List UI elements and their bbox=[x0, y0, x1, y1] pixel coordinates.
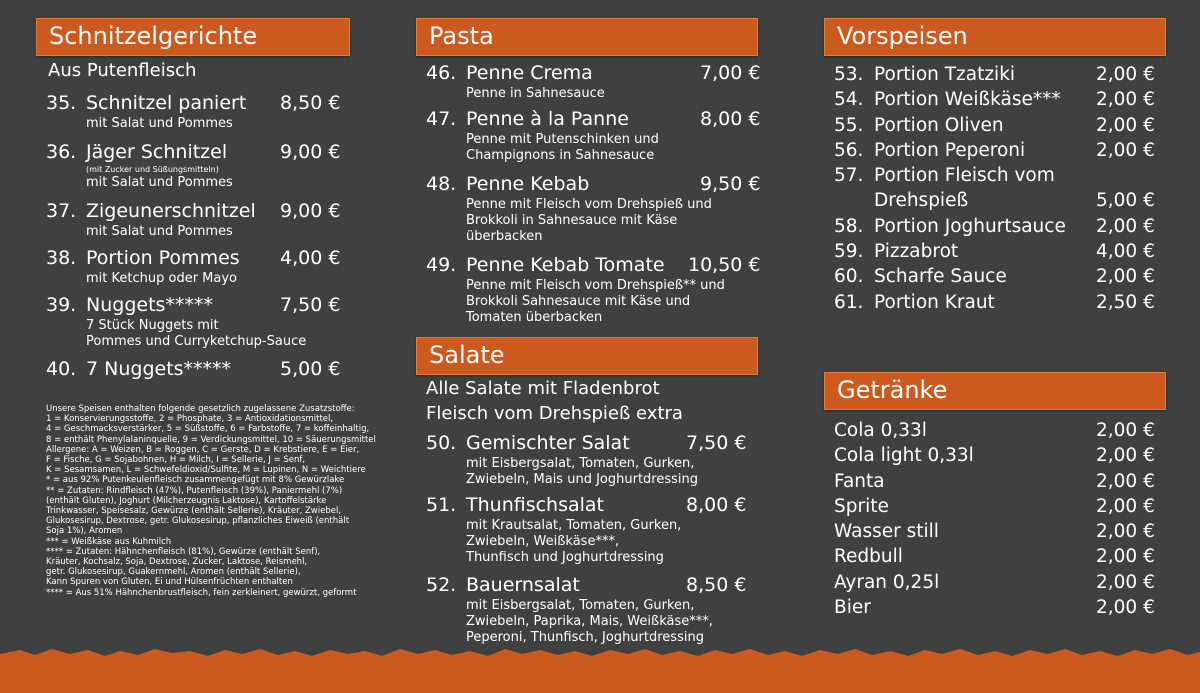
item-note: (mit Zucker und Süßungsmitteln) bbox=[86, 165, 219, 174]
item-price: 9,50 € bbox=[700, 173, 761, 195]
item-number: 36. bbox=[46, 141, 77, 163]
item-name: Portion Joghurtsauce bbox=[874, 215, 1066, 237]
item-description: mit Krautsalat, Tomaten, Gurken, bbox=[466, 518, 682, 533]
item-name: Portion Oliven bbox=[874, 114, 1004, 136]
item-price: 4,00 € bbox=[280, 247, 341, 269]
drink-price: 2,00 € bbox=[1096, 571, 1155, 593]
item-price: 2,00 € bbox=[1096, 64, 1155, 85]
item-price: 8,50 € bbox=[280, 92, 341, 114]
drink-item bbox=[834, 572, 1174, 597]
item-name: Portion Peperoni bbox=[874, 139, 1026, 161]
item-name-continued: Drehspieß bbox=[874, 190, 969, 212]
section-banner-salate bbox=[416, 337, 758, 375]
item-price: 2,00 € bbox=[1096, 89, 1155, 111]
item-name: Gemischter Salat bbox=[466, 432, 630, 454]
section-title-schnitzel: Schnitzelgerichte bbox=[49, 22, 258, 50]
item-name: Thunfischsalat bbox=[466, 494, 605, 516]
item-name: Portion Fleisch vom bbox=[874, 165, 1055, 187]
item-name: Zigeunerschnitzel bbox=[86, 200, 256, 222]
menu-item-60 bbox=[834, 266, 1174, 291]
menu-item-54 bbox=[834, 89, 1174, 114]
allergen-line: *** = Weißkäse aus Kuhmilch bbox=[46, 536, 172, 547]
item-description: Peperoni, Thunfisch, Joghurtdressing bbox=[466, 630, 704, 645]
menu-item-58 bbox=[834, 216, 1174, 241]
allergen-line: Trinkwasser, Speisesalz, Gewürze (enthält Sellerie), Kräuter, Zwiebel, bbox=[46, 506, 342, 517]
menu-item-51 bbox=[426, 494, 766, 566]
item-description: Thunfisch und Joghurtdressing bbox=[466, 550, 664, 565]
item-number: 53. bbox=[834, 64, 864, 85]
item-number: 49. bbox=[426, 254, 457, 276]
menu-item-37 bbox=[46, 200, 356, 240]
item-name: Penne Kebab Tomate bbox=[466, 254, 665, 276]
section-banner-getraenke bbox=[824, 372, 1166, 410]
allergen-line: Kann Spuren von Gluten, Ei und Hülsenfrüchten enthalten bbox=[46, 577, 293, 588]
salate-intro: Alle Salate mit Fladenbrot bbox=[426, 378, 660, 399]
drink-item bbox=[834, 420, 1174, 445]
item-description: Penne in Sahnesauce bbox=[466, 86, 605, 101]
item-description: Brokkoli in Sahnesauce mit Käse bbox=[466, 213, 678, 228]
menu-item-36 bbox=[46, 141, 356, 191]
item-name: Schnitzel paniert bbox=[86, 92, 247, 114]
item-number: 37. bbox=[46, 200, 77, 222]
item-price: 8,00 € bbox=[700, 108, 761, 130]
section-banner-schnitzel bbox=[36, 18, 350, 56]
menu-item-57 bbox=[834, 165, 1174, 190]
drink-item bbox=[834, 521, 1174, 546]
drink-item bbox=[834, 496, 1174, 521]
allergen-line: Soja 1%), Aromen bbox=[46, 526, 123, 537]
item-price: 5,00 € bbox=[280, 358, 341, 380]
item-number: 38. bbox=[46, 247, 77, 269]
salate-intro: Fleisch vom Drehspieß extra bbox=[426, 403, 683, 424]
menu-item-56 bbox=[834, 140, 1174, 165]
drink-price: 2,00 € bbox=[1096, 445, 1155, 467]
menu-item-47 bbox=[426, 108, 766, 164]
item-price: 2,00 € bbox=[1096, 114, 1155, 136]
item-description: Champignons in Sahnesauce bbox=[466, 148, 655, 163]
item-price: 8,50 € bbox=[686, 574, 747, 596]
item-number: 59. bbox=[834, 241, 864, 263]
item-number: 60. bbox=[834, 266, 864, 288]
menu-item-61 bbox=[834, 292, 1174, 317]
allergen-line: Allergene: A = Weizen, B = Roggen, C = Gerste, D = Krebstiere, E = Eier, bbox=[46, 444, 360, 455]
drink-name: Wasser still bbox=[834, 521, 939, 543]
item-description: Zwiebeln, Weißkäse***, bbox=[466, 534, 620, 549]
item-price: 7,50 € bbox=[686, 432, 747, 454]
item-price: 2,00 € bbox=[1096, 139, 1155, 161]
item-number: 55. bbox=[834, 114, 864, 136]
allergen-notice bbox=[46, 404, 384, 598]
allergen-line: K = Sesamsamen, L = Schwefeldioxid/Sulfite, M = Lupinen, N = Weichtiere bbox=[46, 465, 366, 476]
item-price: 10,50 € bbox=[688, 254, 761, 276]
drink-price: 2,00 € bbox=[1096, 495, 1155, 517]
decorative-wave-footer bbox=[0, 640, 1200, 693]
drink-name: Cola light 0,33l bbox=[834, 445, 974, 467]
item-description: Penne mit Fleisch vom Drehspieß** und bbox=[466, 278, 725, 293]
drink-item bbox=[834, 471, 1174, 496]
section-title-getraenke: Getränke bbox=[837, 376, 948, 404]
item-name: Bauernsalat bbox=[466, 574, 580, 596]
menu-item-57-continued bbox=[834, 190, 1174, 215]
item-number: 58. bbox=[834, 215, 864, 237]
drink-item bbox=[834, 445, 1174, 470]
item-name: Penne à la Panne bbox=[466, 108, 629, 130]
allergen-line: **** = Aus 51% Hähnchenbrustfleisch, fein zerkleinert, gewürzt, geformt bbox=[46, 587, 357, 598]
menu-item-59 bbox=[834, 241, 1174, 266]
allergen-line: 4 = Geschmacksverstärker, 5 = Süßstoffe, 6 = Farbstoffe, 7 = koffeinhaltig, bbox=[46, 424, 370, 435]
item-price: 9,00 € bbox=[280, 141, 341, 163]
item-number: 54. bbox=[834, 89, 864, 111]
allergen-line: 8 = enthält Phenylalaninquelle, 9 = Verdickungsmittel, 10 = Säuerungsmittel bbox=[46, 434, 376, 445]
allergen-line: getr. Glukosesirup, Guakernmehl, Aromen (enthält Sellerie), bbox=[46, 567, 301, 578]
item-description: Penne mit Fleisch vom Drehspieß und bbox=[466, 197, 712, 212]
section-title-salate: Salate bbox=[429, 341, 505, 369]
drink-name: Redbull bbox=[834, 546, 903, 568]
menu-item-39 bbox=[46, 294, 356, 350]
item-description: 7 Stück Nuggets mit bbox=[86, 318, 219, 333]
section-title-vorspeisen: Vorspeisen bbox=[837, 22, 968, 50]
allergen-line: * = aus 92% Putenkeulenfleisch zusammengefügt mit 8% Gewürzlake bbox=[46, 475, 345, 486]
item-price: 8,00 € bbox=[686, 494, 747, 516]
item-name: Penne Crema bbox=[466, 62, 593, 84]
item-description: mit Eisbergsalat, Tomaten, Gurken, bbox=[466, 598, 695, 613]
item-price: 7,50 € bbox=[280, 294, 341, 316]
drink-name: Fanta bbox=[834, 470, 885, 492]
item-number: 35. bbox=[46, 92, 77, 114]
item-price: 9,00 € bbox=[280, 200, 341, 222]
item-number: 56. bbox=[834, 139, 864, 161]
item-description: mit Ketchup oder Mayo bbox=[86, 271, 237, 286]
menu-item-52 bbox=[426, 574, 766, 646]
section-title-pasta: Pasta bbox=[429, 22, 494, 50]
item-number: 39. bbox=[46, 294, 77, 316]
item-description: Penne mit Putenschinken und bbox=[466, 132, 659, 147]
allergen-line: ** = Zutaten: Rindfleisch (47%), Putenfleisch (39%), Paniermehl (7%) bbox=[46, 485, 343, 496]
item-name: Scharfe Sauce bbox=[874, 266, 1007, 288]
item-number: 51. bbox=[426, 494, 457, 516]
drink-price: 2,00 € bbox=[1096, 546, 1155, 568]
allergen-line: **** = Zutaten: Hähnchenfleisch (81%), Gewürze (enthält Senf), bbox=[46, 546, 321, 557]
item-price: 2,00 € bbox=[1096, 266, 1155, 288]
item-name: Portion Kraut bbox=[874, 291, 995, 313]
item-name: Penne Kebab bbox=[466, 173, 590, 195]
drink-name: Bier bbox=[834, 597, 871, 619]
item-description: Brokkoli Sahnesauce mit Käse und bbox=[466, 294, 691, 309]
item-description: überbacken bbox=[466, 229, 543, 244]
item-number: 48. bbox=[426, 173, 457, 195]
allergen-line: Glukosesirup, Dextrose, getr. Glukosesirup, pflanzliches Eiweiß (enthält bbox=[46, 516, 350, 527]
item-name: 7 Nuggets***** bbox=[86, 358, 232, 380]
item-price: 7,00 € bbox=[700, 62, 761, 84]
drink-price: 2,00 € bbox=[1096, 470, 1155, 492]
allergen-line: F = Fische, G = Sojabohnen, H = Milch, I = Sellerie, J = Senf, bbox=[46, 455, 306, 466]
drink-price: 2,00 € bbox=[1096, 597, 1155, 619]
section-banner-vorspeisen bbox=[824, 18, 1166, 56]
item-number: 40. bbox=[46, 358, 77, 380]
drink-name: Cola 0,33l bbox=[834, 420, 927, 441]
menu-item-38 bbox=[46, 247, 356, 287]
menu-item-53 bbox=[834, 64, 1174, 89]
item-number: 46. bbox=[426, 62, 457, 84]
item-description: Pommes und Curryketchup-Sauce bbox=[86, 334, 307, 349]
menu-item-35 bbox=[46, 92, 356, 132]
item-price: 5,00 € bbox=[1096, 190, 1155, 212]
drink-price: 2,00 € bbox=[1096, 521, 1155, 543]
drink-item bbox=[834, 546, 1174, 571]
item-number: 52. bbox=[426, 574, 457, 596]
item-name: Portion Pommes bbox=[86, 247, 240, 269]
item-description: Zwiebeln, Paprika, Mais, Weißkäse***, bbox=[466, 614, 713, 629]
item-description: mit Salat und Pommes bbox=[86, 175, 233, 190]
drink-price: 2,00 € bbox=[1096, 420, 1155, 441]
allergen-line: (enthält Gluten), Joghurt (Milcherzeugnis Laktose), Kartoffelstärke bbox=[46, 495, 327, 506]
item-number: 47. bbox=[426, 108, 457, 130]
item-number: 50. bbox=[426, 432, 457, 454]
vorspeisen-list bbox=[834, 64, 1174, 317]
item-description: Tomaten überbacken bbox=[466, 310, 603, 325]
item-description: mit Eisbergsalat, Tomaten, Gurken, bbox=[466, 456, 695, 471]
item-number: 57. bbox=[834, 165, 864, 187]
item-description: mit Salat und Pommes bbox=[86, 116, 233, 131]
menu-item-55 bbox=[834, 115, 1174, 140]
item-name: Pizzabrot bbox=[874, 241, 959, 263]
item-price: 4,00 € bbox=[1096, 241, 1155, 263]
menu-item-48 bbox=[426, 173, 766, 245]
item-price: 2,50 € bbox=[1096, 291, 1155, 313]
item-name: Jäger Schnitzel bbox=[86, 141, 228, 163]
menu-item-50 bbox=[426, 432, 766, 488]
allergen-line: Kräuter, Kochsalz, Soja, Dextrose, Zucker, Laktose, Reismehl, bbox=[46, 557, 308, 568]
menu-item-49 bbox=[426, 254, 766, 326]
drink-name: Sprite bbox=[834, 495, 889, 517]
schnitzel-subtitle: Aus Putenfleisch bbox=[48, 60, 197, 81]
section-banner-pasta bbox=[416, 18, 758, 56]
menu-item-40 bbox=[46, 358, 356, 382]
allergen-line: Unsere Speisen enthalten folgende gesetzlich zugelassene Zusatzstoffe: bbox=[46, 404, 355, 414]
getraenke-list bbox=[834, 420, 1174, 622]
item-name: Portion Weißkäse*** bbox=[874, 89, 1061, 111]
item-description: mit Salat und Pommes bbox=[86, 224, 233, 239]
item-name: Portion Tzatziki bbox=[874, 64, 1016, 85]
drink-item bbox=[834, 597, 1174, 622]
item-description: Zwiebeln, Mais und Joghurtdressing bbox=[466, 472, 698, 487]
item-price: 2,00 € bbox=[1096, 215, 1155, 237]
drink-name: Ayran 0,25l bbox=[834, 571, 940, 593]
item-number: 61. bbox=[834, 291, 864, 313]
menu-item-46 bbox=[426, 62, 766, 102]
allergen-line: 1 = Konservierungsstoffe, 2 = Phosphate, 3 = Antioxidationsmittel, bbox=[46, 414, 334, 425]
item-name: Nuggets***** bbox=[86, 294, 213, 316]
